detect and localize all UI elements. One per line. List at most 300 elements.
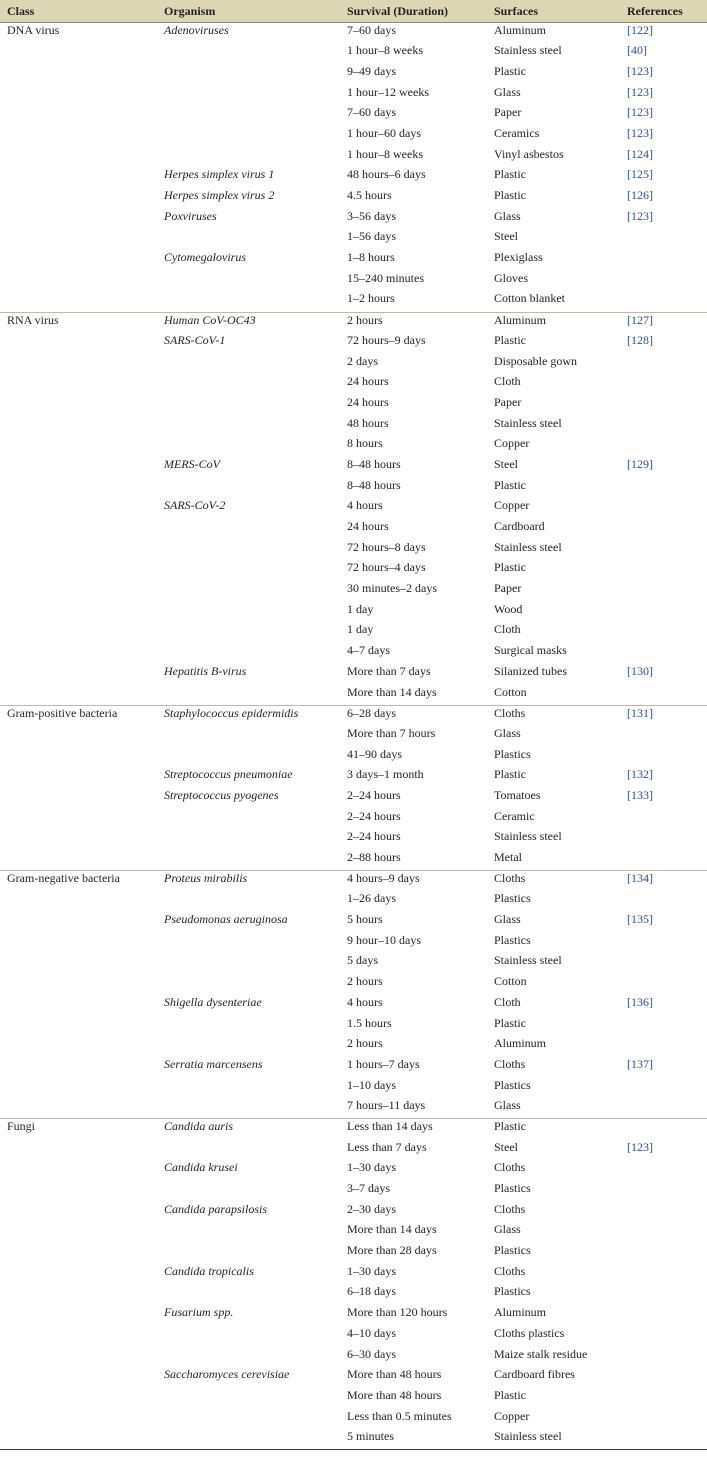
cell-ref	[620, 1222, 707, 1243]
cell-organism: Streptococcus pneumoniae	[164, 767, 293, 782]
cell-ref	[620, 1367, 707, 1388]
cell-class	[0, 457, 157, 478]
cell-ref	[620, 1098, 707, 1119]
cell-organism	[157, 229, 340, 250]
cell-survival: 5 days	[347, 953, 378, 968]
table-row	[0, 498, 707, 519]
cell-class	[0, 1202, 157, 1223]
table-row	[0, 229, 707, 250]
cell-survival: 72 hours–4 days	[347, 560, 426, 575]
cell-class	[0, 167, 157, 188]
cell-organism: Candida auris	[157, 1119, 340, 1140]
cell-survival: 3–7 days	[347, 1181, 390, 1195]
cell-class: DNA virus	[7, 23, 60, 37]
cell-survival: 6–28 days	[340, 705, 487, 726]
cell-survival: 1–10 days	[347, 1077, 396, 1092]
cell-class	[0, 995, 157, 1016]
cell-ref	[620, 560, 707, 581]
cell-ref[interactable]: [125]	[627, 167, 653, 182]
cell-class	[0, 747, 157, 768]
cell-class	[0, 229, 157, 250]
cell-surface: Plastics	[494, 932, 531, 947]
cell-class	[0, 209, 157, 230]
cell-surface: Silanized tubes	[494, 663, 567, 678]
cell-class	[0, 498, 157, 519]
cell-survival: 3 days–1 month	[347, 767, 424, 782]
cell-survival: More than 7 days	[347, 663, 431, 678]
cell-class	[0, 1016, 157, 1037]
cell-ref	[620, 1119, 707, 1140]
cell-organism: Shigella dysenteriae	[164, 994, 262, 1009]
cell-surface: Plastics	[494, 1181, 531, 1195]
cell-organism	[157, 560, 340, 581]
cell-surface: Maize stalk residue	[494, 1346, 588, 1361]
cell-survival: 2 hours	[347, 974, 383, 989]
cell-organism	[157, 105, 340, 126]
table-row	[0, 1181, 707, 1202]
header-references: References	[620, 0, 707, 23]
cell-ref	[620, 747, 707, 768]
header-survival: Survival (Duration)	[340, 0, 487, 23]
cell-survival: 6–18 days	[347, 1284, 396, 1299]
cell-class	[0, 933, 157, 954]
cell-survival: 24 hours	[347, 519, 389, 533]
table-body	[0, 23, 707, 1450]
cell-organism	[157, 747, 340, 768]
cell-class	[0, 788, 157, 809]
cell-organism	[157, 416, 340, 437]
cell-class	[0, 85, 157, 106]
cell-surface: Plastic	[494, 167, 526, 182]
cell-surface: Steel	[494, 1139, 518, 1154]
cell-organism	[157, 1243, 340, 1264]
cell-surface: Cloths	[487, 871, 620, 892]
cell-organism	[157, 1388, 340, 1409]
cell-survival: 4 hours–9 days	[340, 871, 487, 892]
table-row	[0, 436, 707, 457]
cell-ref[interactable]: [134]	[620, 871, 707, 892]
cell-organism	[157, 1222, 340, 1243]
cell-ref	[620, 1409, 707, 1430]
cell-surface: Cloths	[494, 1263, 526, 1278]
cell-class	[0, 1429, 157, 1450]
cell-ref[interactable]: [122]	[627, 23, 653, 37]
cell-class	[0, 147, 157, 168]
cell-class	[0, 602, 157, 623]
cell-survival: 1 day	[347, 601, 374, 616]
cell-ref	[620, 498, 707, 519]
table-row	[0, 85, 707, 106]
table-row	[0, 167, 707, 188]
table-row	[0, 1388, 707, 1409]
cell-ref[interactable]: [131]	[620, 705, 707, 726]
table-row	[0, 209, 707, 230]
cell-organism: Candida tropicalis	[164, 1263, 254, 1278]
cell-class	[0, 1078, 157, 1099]
cell-surface: Glass	[494, 912, 521, 927]
cell-ref	[620, 519, 707, 540]
table-row	[0, 995, 707, 1016]
cell-class	[0, 126, 157, 147]
table-row	[0, 788, 707, 809]
cell-survival: 2–88 hours	[347, 850, 401, 864]
table-row	[0, 1367, 707, 1388]
table-row	[0, 271, 707, 292]
cell-class	[0, 1098, 157, 1119]
cell-surface: Plastics	[494, 1284, 531, 1299]
cell-surface: Vinyl asbestos	[494, 146, 564, 161]
cell-survival: 9 hour–10 days	[347, 932, 421, 947]
cell-surface: Stainless steel	[494, 415, 562, 430]
cell-organism: Cytomegalovirus	[164, 250, 246, 265]
table-row	[0, 1222, 707, 1243]
cell-ref	[620, 953, 707, 974]
cell-organism	[157, 519, 340, 540]
cell-organism: Saccharomyces cerevisiae	[164, 1367, 290, 1382]
cell-ref[interactable]: [129]	[627, 456, 653, 471]
table-row	[0, 809, 707, 830]
cell-ref	[620, 1181, 707, 1202]
cell-organism	[157, 395, 340, 416]
cell-surface: Copper	[494, 498, 530, 513]
table-row	[0, 43, 707, 64]
cell-ref	[620, 395, 707, 416]
table-row	[0, 1264, 707, 1285]
cell-ref	[620, 1036, 707, 1057]
cell-organism	[157, 829, 340, 850]
cell-surface: Paper	[494, 581, 522, 596]
cell-ref	[620, 622, 707, 643]
cell-class	[0, 850, 157, 871]
cell-survival: 48 hours	[347, 415, 389, 430]
cell-organism	[157, 953, 340, 974]
table-row	[0, 891, 707, 912]
cell-ref[interactable]: [136]	[627, 994, 653, 1009]
cell-survival: 72 hours–8 days	[347, 539, 426, 554]
cell-survival: Less than 14 days	[340, 1119, 487, 1140]
cell-surface: Aluminum	[494, 1305, 547, 1320]
cell-survival: 1 hour–8 weeks	[347, 43, 423, 58]
cell-surface: Cloths	[494, 1201, 526, 1216]
cell-class	[0, 271, 157, 292]
cell-surface: Plexiglass	[494, 250, 543, 265]
cell-ref[interactable]: [137]	[627, 1056, 653, 1071]
cell-surface: Plastic	[494, 767, 526, 782]
cell-class	[0, 354, 157, 375]
table-row	[0, 1243, 707, 1264]
cell-surface: Copper	[494, 436, 530, 451]
cell-surface: Glass	[494, 84, 521, 99]
cell-survival: 1–26 days	[347, 891, 396, 906]
table-row	[0, 250, 707, 271]
cell-ref[interactable]: [40]	[627, 43, 647, 58]
cell-survival: 41–90 days	[347, 746, 402, 761]
cell-ref[interactable]: [123]	[627, 208, 653, 223]
cell-ref[interactable]: [135]	[627, 912, 653, 927]
cell-surface: Plastics	[494, 1243, 531, 1258]
cell-ref	[620, 933, 707, 954]
cell-survival: 1 hour–12 weeks	[347, 84, 429, 99]
cell-class: Fungi	[0, 1119, 157, 1140]
cell-survival: 7–60 days	[347, 105, 396, 120]
cell-organism: Serratia marcensens	[164, 1056, 263, 1071]
table-row	[0, 912, 707, 933]
cell-survival: More than 120 hours	[347, 1305, 448, 1320]
cell-class: Gram-positive bacteria	[0, 705, 157, 726]
cell-organism	[157, 1347, 340, 1368]
table-row	[0, 1078, 707, 1099]
table-row	[0, 519, 707, 540]
cell-class	[0, 416, 157, 437]
cell-surface: Paper	[494, 394, 522, 409]
cell-organism	[157, 1098, 340, 1119]
cell-survival: 72 hours–9 days	[347, 332, 426, 347]
cell-class	[0, 1347, 157, 1368]
cell-ref[interactable]: [133]	[627, 787, 653, 802]
cell-surface: Stainless steel	[494, 953, 562, 968]
cell-surface: Cotton	[494, 974, 527, 989]
table-row	[0, 1409, 707, 1430]
cell-organism: Pseudomonas aeruginosa	[164, 912, 288, 927]
cell-ref[interactable]: [124]	[627, 146, 653, 161]
table-row	[0, 416, 707, 437]
cell-surface: Plastic	[494, 332, 526, 347]
cell-surface: Cloths plastics	[494, 1325, 565, 1340]
cell-surface: Cloth	[494, 622, 521, 637]
cell-ref[interactable]: [130]	[627, 663, 653, 678]
table-row	[0, 1202, 707, 1223]
cell-ref[interactable]: [123]	[627, 125, 653, 140]
cell-ref	[620, 602, 707, 623]
cell-organism	[157, 126, 340, 147]
cell-survival: 7 hours–11 days	[347, 1098, 426, 1113]
cell-ref	[620, 891, 707, 912]
cell-organism	[157, 43, 340, 64]
table-row	[0, 1036, 707, 1057]
cell-survival: 2–30 days	[347, 1201, 396, 1216]
cell-survival: More than 7 hours	[347, 725, 436, 740]
cell-ref[interactable]: [123]	[627, 1139, 653, 1154]
cell-organism	[157, 271, 340, 292]
cell-surface: Stainless steel	[494, 43, 562, 58]
cell-surface: Cotton	[494, 684, 527, 699]
cell-class	[0, 519, 157, 540]
cell-ref	[620, 809, 707, 830]
cell-organism	[157, 1284, 340, 1305]
cell-organism	[157, 602, 340, 623]
cell-survival: 2–24 hours	[347, 829, 401, 844]
table-row	[0, 1057, 707, 1078]
cell-class	[0, 250, 157, 271]
table-row	[0, 64, 707, 85]
cell-class	[0, 664, 157, 685]
cell-ref	[620, 354, 707, 375]
table-row	[0, 767, 707, 788]
cell-surface: Plastic	[494, 1387, 526, 1402]
header-surfaces: Surfaces	[487, 0, 620, 23]
table-row	[0, 726, 707, 747]
cell-class	[0, 1140, 157, 1161]
cell-surface: Surgical masks	[494, 643, 567, 658]
table-row	[0, 974, 707, 995]
cell-organism	[157, 850, 340, 871]
cell-survival: 5 minutes	[340, 1429, 487, 1450]
cell-ref	[620, 726, 707, 747]
cell-survival: 4.5 hours	[347, 188, 392, 202]
cell-surface: Aluminum	[494, 1036, 547, 1051]
cell-survival: 1.5 hours	[347, 1015, 392, 1030]
cell-surface: Cloths	[487, 705, 620, 726]
cell-organism	[157, 1429, 340, 1450]
cell-surface: Plastics	[494, 1077, 531, 1092]
cell-organism	[157, 478, 340, 499]
cell-ref	[620, 1347, 707, 1368]
cell-organism: Adenoviruses	[164, 23, 229, 37]
table-row	[0, 540, 707, 561]
cell-surface: Cardboard	[494, 519, 545, 533]
table-row	[0, 1098, 707, 1119]
cell-survival: 4–7 days	[347, 643, 390, 658]
cell-surface: Cloth	[494, 994, 521, 1009]
table-row	[0, 1140, 707, 1161]
cell-organism: Herpes simplex virus 2	[164, 188, 275, 202]
cell-ref	[620, 1284, 707, 1305]
cell-survival: 1 day	[347, 622, 374, 637]
cell-class	[0, 291, 157, 312]
cell-survival: 2–24 hours	[347, 787, 401, 802]
cell-ref	[620, 271, 707, 292]
cell-ref	[620, 1243, 707, 1264]
cell-organism	[157, 1140, 340, 1161]
cell-ref[interactable]: [127]	[620, 312, 707, 333]
cell-survival: 4–10 days	[347, 1325, 396, 1340]
cell-surface: Plastic	[494, 477, 526, 492]
cell-survival: Less than 0.5 minutes	[347, 1408, 452, 1423]
cell-ref	[620, 229, 707, 250]
header-organism: Organism	[157, 0, 340, 23]
cell-ref[interactable]: [123]	[627, 84, 653, 99]
cell-class	[0, 1388, 157, 1409]
cell-class: Gram-negative bacteria	[0, 871, 157, 892]
cell-class	[0, 1326, 157, 1347]
cell-organism	[157, 147, 340, 168]
cell-organism: Staphylococcus epidermidis	[157, 705, 340, 726]
cell-class	[0, 912, 157, 933]
cell-ref	[620, 1388, 707, 1409]
cell-ref	[620, 685, 707, 706]
cell-ref	[620, 1160, 707, 1181]
table-row	[0, 829, 707, 850]
cell-survival: 6–30 days	[347, 1346, 396, 1361]
cell-survival: 1 hour–8 weeks	[347, 146, 423, 161]
cell-organism	[157, 809, 340, 830]
table-row	[0, 457, 707, 478]
cell-organism	[157, 974, 340, 995]
cell-survival: More than 48 hours	[347, 1387, 442, 1402]
table-row	[0, 126, 707, 147]
cell-ref	[620, 643, 707, 664]
table-row	[0, 1160, 707, 1181]
cell-organism	[157, 891, 340, 912]
cell-surface: Stainless steel	[494, 829, 562, 844]
cell-surface: Paper	[494, 105, 522, 120]
cell-organism	[157, 581, 340, 602]
cell-organism: Candida parapsilosis	[164, 1201, 268, 1216]
cell-survival: 24 hours	[347, 394, 389, 409]
cell-surface: Cotton blanket	[494, 291, 565, 306]
cell-organism: MERS-CoV	[164, 456, 220, 471]
cell-ref	[620, 1264, 707, 1285]
cell-class	[0, 953, 157, 974]
cell-class	[0, 478, 157, 499]
table-row	[0, 685, 707, 706]
cell-ref[interactable]: [123]	[627, 105, 653, 120]
cell-class	[0, 1264, 157, 1285]
cell-ref	[620, 1016, 707, 1037]
cell-surface: Aluminum	[494, 23, 547, 37]
cell-class	[0, 540, 157, 561]
cell-class	[0, 581, 157, 602]
cell-surface: Ceramics	[494, 125, 540, 140]
cell-surface: Disposable gown	[494, 353, 577, 368]
cell-organism	[157, 685, 340, 706]
cell-ref[interactable]: [128]	[627, 332, 653, 347]
cell-ref[interactable]: [132]	[627, 767, 653, 782]
cell-class	[0, 395, 157, 416]
cell-organism	[157, 64, 340, 85]
cell-survival: More than 48 hours	[347, 1367, 442, 1382]
table-row	[0, 933, 707, 954]
cell-surface: Tomatoes	[494, 787, 541, 802]
cell-survival: 4 hours	[347, 994, 383, 1009]
cell-ref[interactable]: [126]	[627, 188, 653, 202]
cell-organism	[157, 291, 340, 312]
table-row	[0, 1305, 707, 1326]
cell-surface: Plastic	[494, 1015, 526, 1030]
cell-class	[0, 333, 157, 354]
cell-surface: Steel	[494, 229, 518, 244]
table-row	[0, 705, 707, 726]
cell-class	[0, 436, 157, 457]
cell-surface: Plastics	[494, 891, 531, 906]
cell-ref	[620, 374, 707, 395]
cell-surface: Plastic	[494, 188, 526, 202]
cell-survival: Less than 7 days	[347, 1139, 427, 1154]
cell-survival: 9–49 days	[347, 63, 396, 78]
cell-survival: 1–30 days	[347, 1263, 396, 1278]
cell-ref[interactable]: [123]	[627, 63, 653, 78]
cell-class	[0, 643, 157, 664]
cell-class	[0, 1181, 157, 1202]
table-row	[0, 622, 707, 643]
cell-surface: Cloths	[494, 1056, 526, 1071]
table-row	[0, 1284, 707, 1305]
cell-ref	[620, 850, 707, 871]
table-row	[0, 581, 707, 602]
cell-organism	[157, 85, 340, 106]
cell-surface: Cardboard fibres	[494, 1367, 575, 1382]
table-row	[0, 333, 707, 354]
cell-class	[0, 622, 157, 643]
table-row	[0, 850, 707, 871]
cell-survival: 8–48 hours	[347, 456, 401, 471]
cell-survival: 1–30 days	[347, 1160, 396, 1175]
table-row	[0, 374, 707, 395]
cell-organism	[157, 354, 340, 375]
cell-organism: SARS-CoV-1	[164, 332, 226, 347]
cell-surface: Plastic	[494, 63, 526, 78]
table-row	[0, 602, 707, 623]
